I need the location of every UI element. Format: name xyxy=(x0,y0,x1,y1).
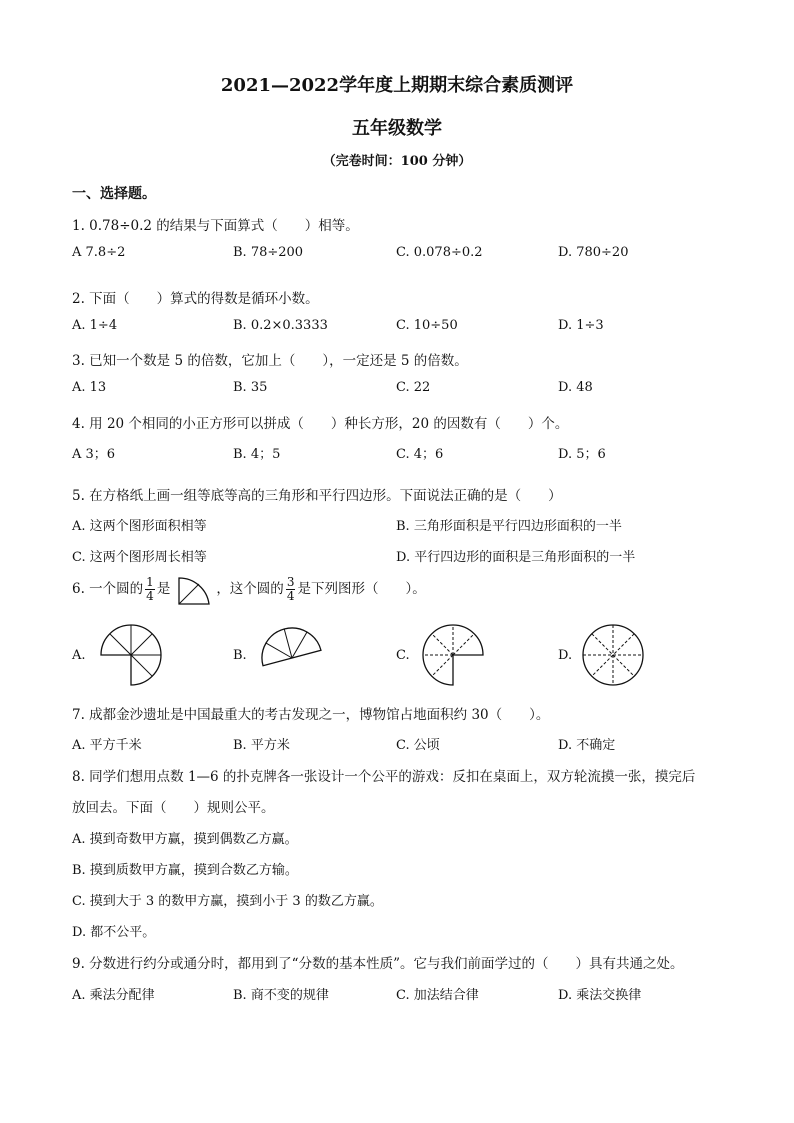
q2-option-c: C. 10÷50 xyxy=(396,318,458,333)
q6-mid2: ，这个圆的 xyxy=(216,581,284,597)
q2-option-b: B. 0.2×0.3333 xyxy=(233,318,328,333)
question-2: 2. 下面（ ）算式的得数是循环小数。 xyxy=(72,291,319,307)
q4-option-b: B. 4；5 xyxy=(233,447,281,462)
q5-option-c: C. 这两个图形周长相等 xyxy=(72,550,207,565)
q6-option-c: C. xyxy=(396,648,410,663)
question-6 xyxy=(72,576,426,603)
q1-option-d: D. 780÷20 xyxy=(558,245,629,260)
q8-option-b: B. 摸到质数甲方赢，摸到合数乙方输。 xyxy=(72,863,298,878)
q3-option-a: A. 13 xyxy=(72,380,107,395)
q5-option-b: B. 三角形面积是平行四边形面积的一半 xyxy=(396,519,622,534)
q6-mid1: 是 xyxy=(156,581,171,597)
question-5: 5. 在方格纸上画一组等底等高的三角形和平行四边形。下面说法正确的是（ ） xyxy=(72,488,562,504)
q2-option-a: A. 1÷4 xyxy=(72,318,118,333)
q6-option-b: B. xyxy=(233,648,247,663)
question-7: 7. 成都金沙遗址是中国最重大的考古发现之一，博物馆占地面积约 30（ ）。 xyxy=(72,707,550,723)
figure-option-a xyxy=(98,622,164,688)
q2-option-d: D. 1÷3 xyxy=(558,318,604,333)
fraction-three-quarters: $\frac{3}{4}$ xyxy=(286,575,295,603)
q3-option-b: B. 35 xyxy=(233,380,268,395)
q8-option-c: C. 摸到大于 3 的数甲方赢，摸到小于 3 的数乙方赢。 xyxy=(72,894,383,909)
q6-prefix: 6. 一个圆的 xyxy=(72,581,144,597)
q9-option-a: A. 乘法分配律 xyxy=(72,988,155,1003)
q6-option-d: D. xyxy=(558,648,573,663)
q1-option-a: A 7.8÷2 xyxy=(72,245,126,260)
q8-option-d: D. 都不公平。 xyxy=(72,925,156,940)
q8-option-a: A. 摸到奇数甲方赢，摸到偶数乙方赢。 xyxy=(72,832,298,847)
question-4: 4. 用 20 个相同的小正方形可以拼成（ ）种长方形，20 的因数有（ ）个。 xyxy=(72,416,569,432)
fraction-one-quarter: $\frac{1}{4}$ xyxy=(146,575,154,603)
q4-option-d: D. 5；6 xyxy=(558,447,606,462)
question-9: 9. 分数进行约分或通分时，都用到了“分数的基本性质”。它与我们前面学过的（ ）具有共通之处。 xyxy=(72,956,684,972)
q5-option-a: A. 这两个图形面积相等 xyxy=(72,519,207,534)
figure-option-c xyxy=(420,622,486,688)
question-3: 3. 已知一个数是 5 的倍数，它加上（ ），一定还是 5 的倍数。 xyxy=(72,353,468,369)
q1-option-b: B. 78÷200 xyxy=(233,245,304,260)
q9-option-c: C. 加法结合律 xyxy=(396,988,479,1003)
figure-option-d xyxy=(580,622,646,688)
question-8-line2: 放回去。下面（ ）规则公平。 xyxy=(72,800,275,816)
q7-option-c: C. 公顷 xyxy=(396,738,440,753)
q3-option-c: C. 22 xyxy=(396,380,431,395)
q9-option-b: B. 商不变的规律 xyxy=(233,988,329,1003)
section-title: 一、选择题。 xyxy=(72,186,156,202)
exam-time-note: （完卷时间：100 分钟） xyxy=(322,154,472,169)
quarter-circle-figure xyxy=(177,572,213,606)
exam-subject: 五年级数学 xyxy=(352,118,442,139)
q5-option-d: D. 平行四边形的面积是三角形面积的一半 xyxy=(396,550,636,565)
q3-option-d: D. 48 xyxy=(558,380,593,395)
question-8-line1: 8. 同学们想用点数 1—6 的扑克牌各一张设计一个公平的游戏：反扣在桌面上，双方轮流摸一张，摸完后 xyxy=(72,769,696,785)
q9-option-d: D. 乘法交换律 xyxy=(558,988,642,1003)
question-1: 1. 0.78÷0.2 的结果与下面算式（ ）相等。 xyxy=(72,218,359,234)
q1-option-c: C. 0.078÷0.2 xyxy=(396,245,483,260)
q7-option-d: D. 不确定 xyxy=(558,738,616,753)
exam-title: 2021—2022学年度上期期末综合素质测评 xyxy=(220,75,574,96)
q6-option-a: A. xyxy=(72,648,86,663)
figure-option-b xyxy=(258,624,326,682)
q7-option-a: A. 平方千米 xyxy=(72,738,142,753)
q7-option-b: B. 平方米 xyxy=(233,738,290,753)
q6-suffix: 是下列图形（ ）。 xyxy=(297,581,426,597)
q4-option-c: C. 4；6 xyxy=(396,447,444,462)
q4-option-a: A 3；6 xyxy=(72,447,116,462)
